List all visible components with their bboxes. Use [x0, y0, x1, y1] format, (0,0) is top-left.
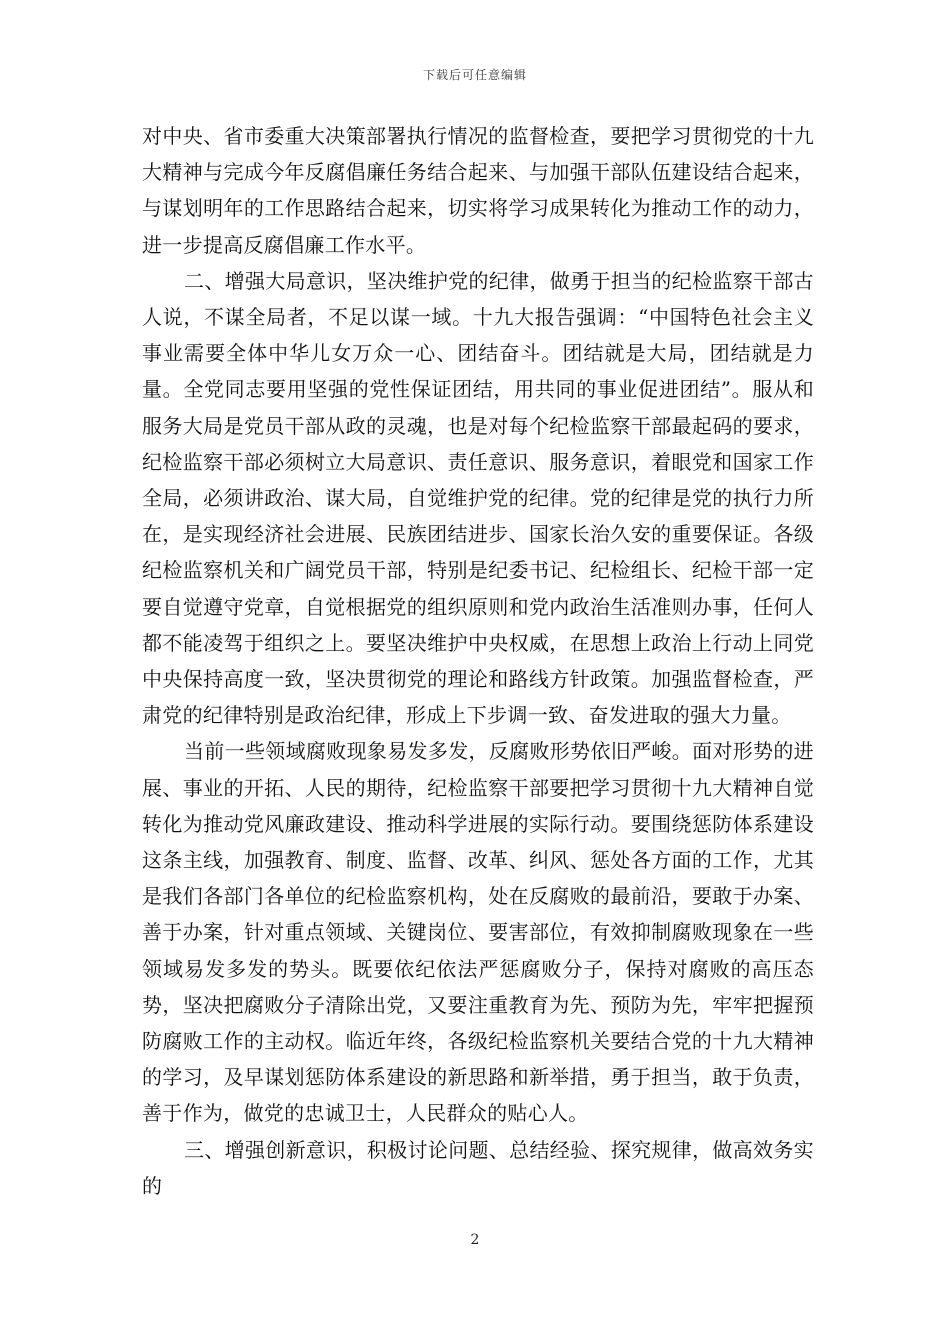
download-note: 下载后可任意编辑 [422, 68, 527, 82]
page-number: 2 [470, 1232, 480, 1248]
paragraph-section-three: 三、增强创新意识，积极讨论问题、总结经验、探究规律，做高效务实的 [142, 1137, 814, 1198]
paragraph-continuation: 对中央、省市委重大决策部署执行情况的监督检查，要把学习贯彻党的十九大精神与完成今年反腐倡廉任务结合起来、与加强干部队伍建设结合起来，与谋划明年的工作思路结合起来，切实将学习成果转化为推动工作的动力，进一步提高反腐倡廉工作水平。 [142, 124, 814, 257]
paragraph-anti-corruption: 当前一些领域腐败现象易发多发，反腐败形势依旧严峻。面对形势的进展、事业的开拓、人民的期待，纪检监察干部要把学习贯彻十九大精神自觉转化为推动党风廉政建设、推动科学进展的实际行动。要围绕惩防体系建设这条主线，加强教育、制度、监督、改革、纠风、惩处各方面的工作，尤其是我们各部门各单位的纪检监察机构，处在反腐败的最前沿，要敢于办案、善于办案，针对重点领域、关键岗位、要害部位，有效抑制腐败现象在一些领域易发多发的势头。既要依纪依法严惩腐败分子，保持对腐败的高压态势，坚决把腐败分子清除出党，又要注重教育为先、预防为先，牢牢把握预防腐败工作的主动权。临近年终，各级纪检监察机关要结合党的十九大精神的学习，及早谋划惩防体系建设的新思路和新举措，勇于担当，敢于负责，善于作为，做党的忠诚卫士，人民群众的贴心人。 [142, 739, 814, 1126]
paragraph-section-two: 二、增强大局意识，坚决维护党的纪律，做勇于担当的纪检监察干部古人说，不谋全局者，不足以谋一域。十九大报告强调：“中国特色社会主义事业需要全体中华儿女万众一心、团结奋斗。团结就是大局，团结就是力量。全党同志要用坚强的党性保证团结，用共同的事业促进团结”。服从和服务大局是党员干部从政的灵魂，也是对每个纪检监察干部最起码的要求，纪检监察干部必须树立大局意识、责任意识、服务意识，着眼党和国家工作全局，必须讲政治、谋大局，自觉维护党的纪律。党的纪律是党的执行力所在，是实现经济社会进展、民族团结进步、国家长治久安的重要保证。各级纪检监察机关和广阔党员干部，特别是纪委书记、纪检组长、纪检干部一定要自觉遵守党章，自觉根据党的组织原则和党内政治生活准则办事，任何人都不能凌驾于组织之上。要坚决维护中央权威，在思想上政治上行动上同党中央保持高度一致，坚决贯彻党的理论和路线方针政策。加强监督检查，严肃党的纪律特别是政治纪律，形成上下步调一致、奋发进取的强大力量。 [142, 268, 814, 728]
document-body [142, 118, 814, 1204]
